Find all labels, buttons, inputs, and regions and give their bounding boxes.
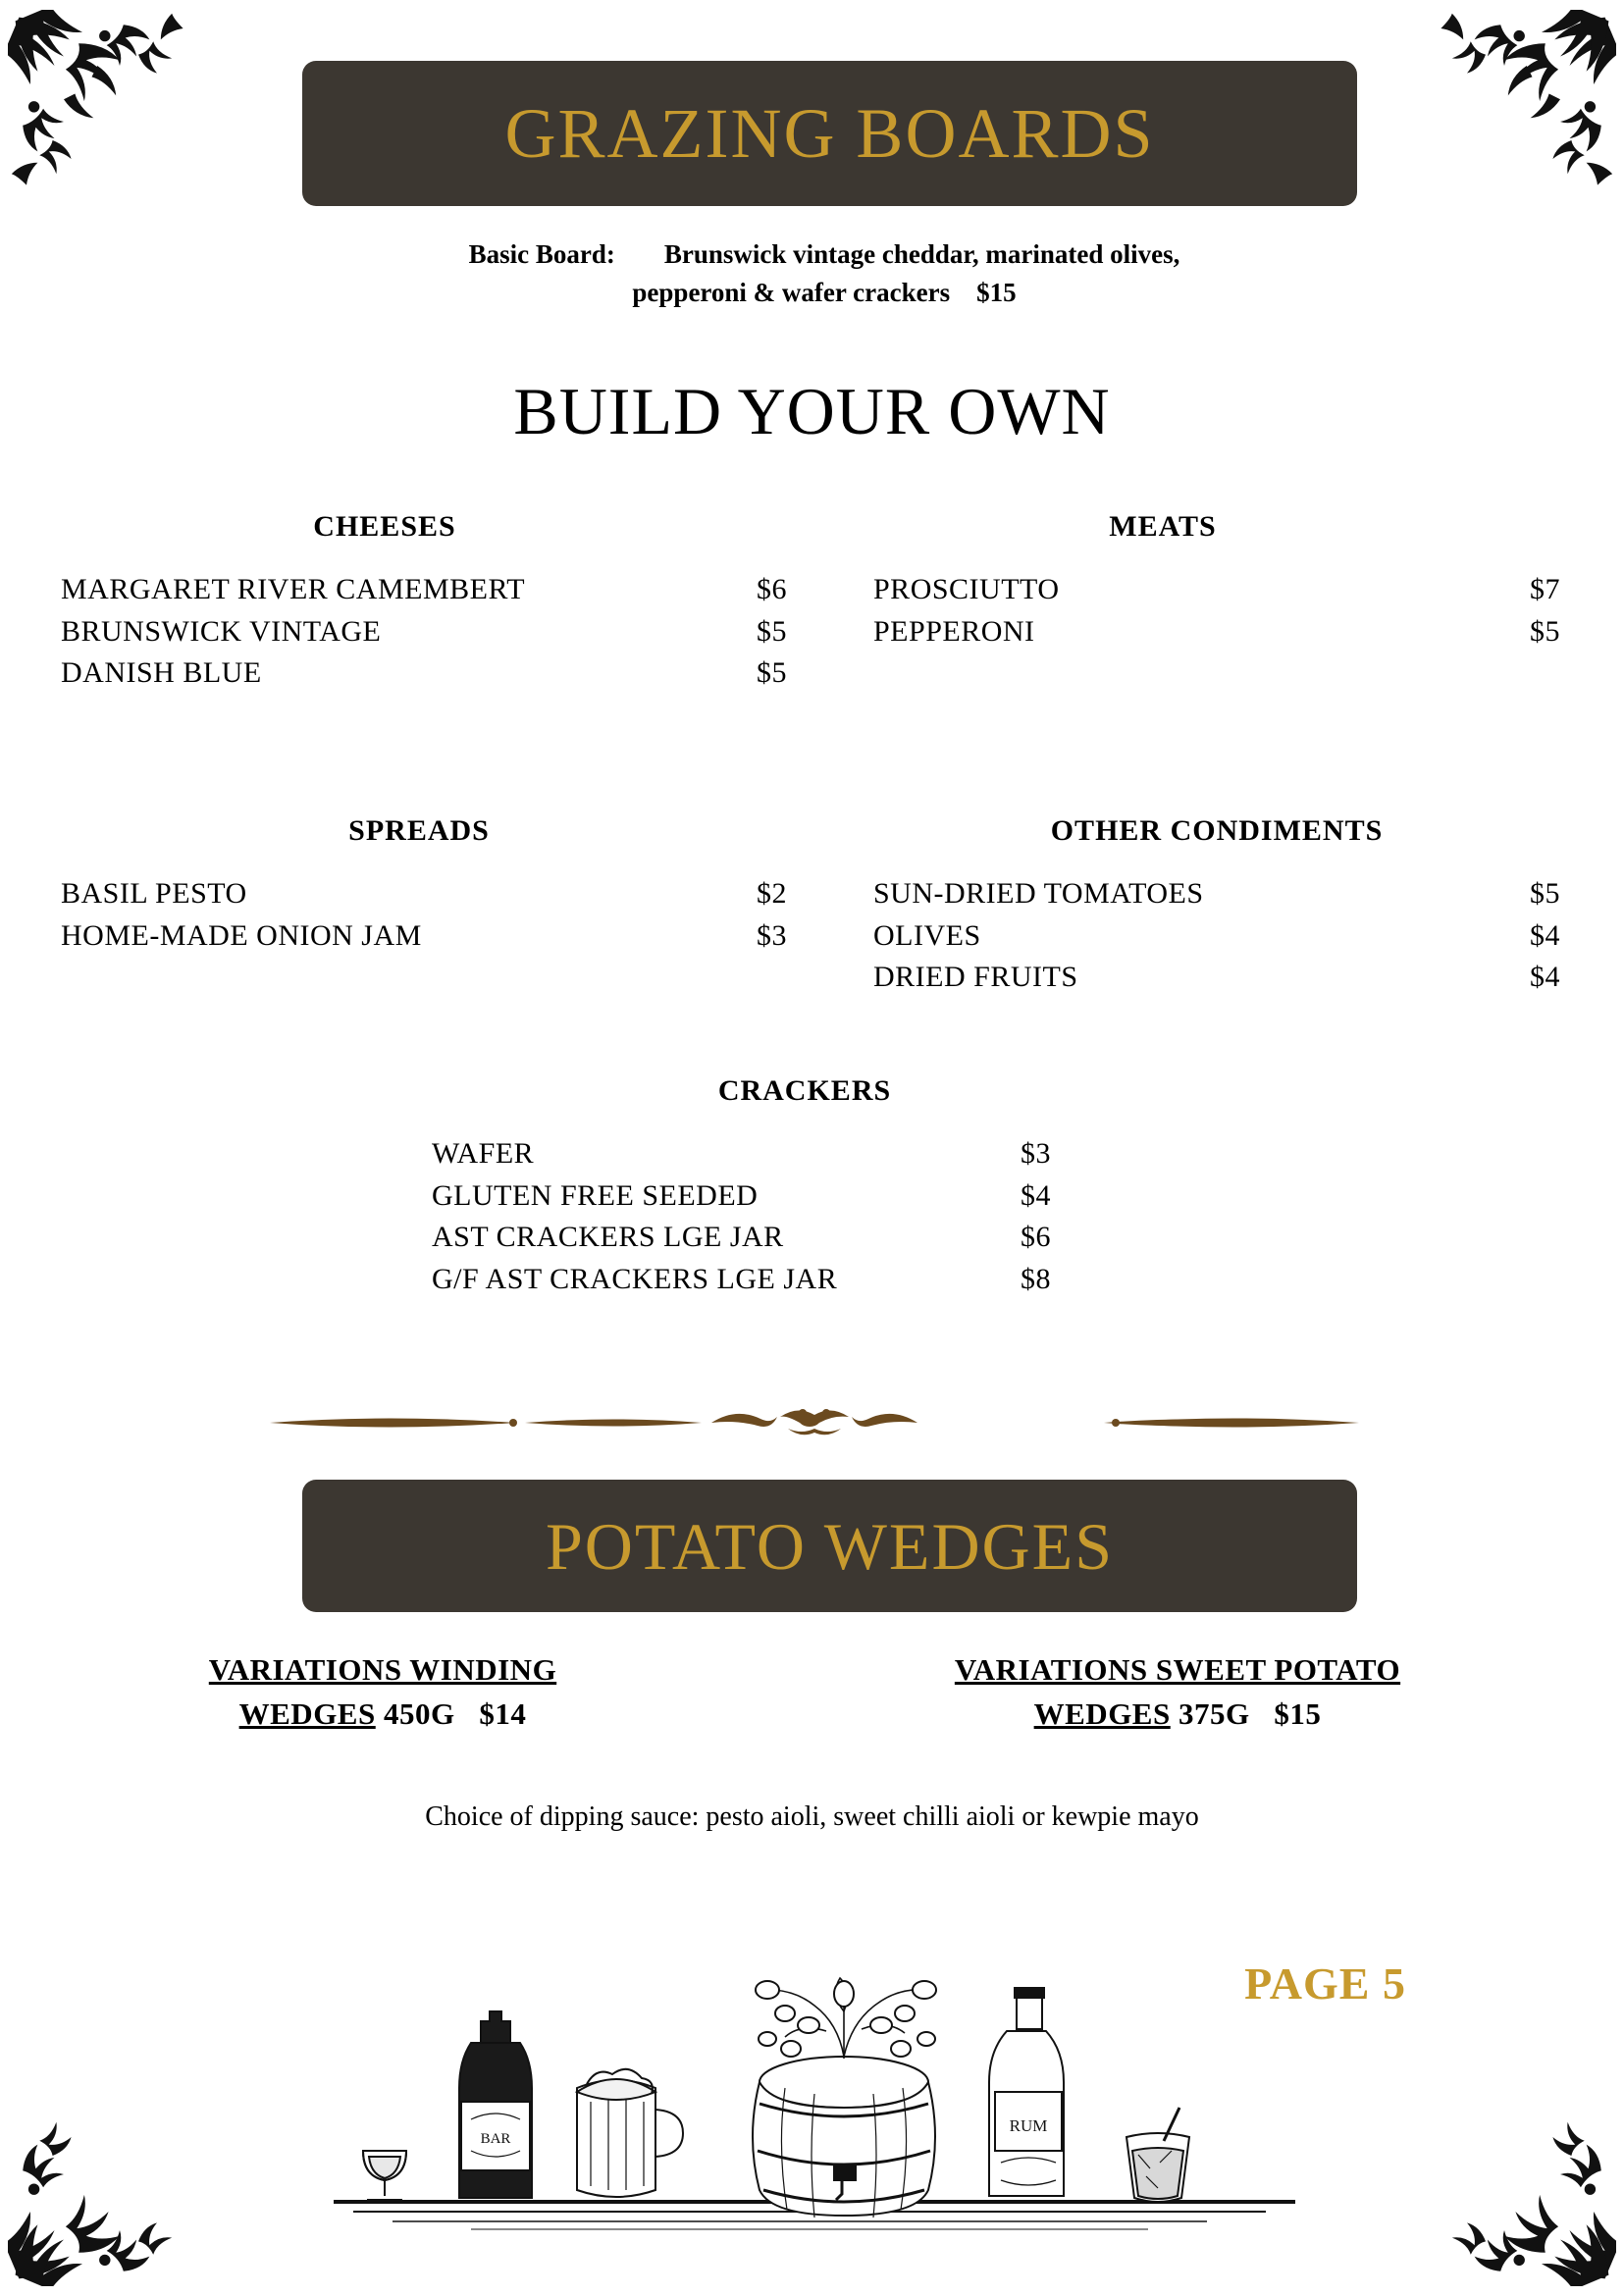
variation-winding-line1: VARIATIONS WINDING	[208, 1652, 557, 1687]
variation-winding-wedges	[108, 1648, 657, 1737]
variation-sweet-weight: 375G	[1178, 1696, 1250, 1731]
list-item	[873, 569, 1560, 611]
menu-group-crackers	[432, 1074, 1178, 1300]
ornamental-divider-icon	[250, 1393, 1379, 1452]
menu-list-meats	[873, 569, 1560, 652]
item-price: $3	[757, 918, 787, 952]
list-item	[873, 915, 1560, 958]
item-name: WAFER	[432, 1137, 535, 1170]
group-title-spreads: SPREADS	[348, 814, 490, 847]
grazing-boards-banner	[302, 61, 1357, 206]
item-price: $5	[757, 614, 787, 648]
item-name: OLIVES	[873, 918, 981, 952]
group-title-other-condiments: OTHER CONDIMENTS	[1050, 814, 1384, 847]
item-price: $5	[757, 656, 787, 690]
corner-flourish-icon	[1430, 10, 1616, 196]
list-item	[61, 873, 787, 915]
basic-board-desc-line1: Brunswick vintage cheddar, marinated olives,	[663, 239, 1180, 269]
menu-list-other-condiments	[873, 873, 1560, 999]
item-price: $6	[757, 573, 787, 605]
menu-group-spreads	[61, 814, 787, 957]
item-name: BRUNSWICK VINTAGE	[61, 614, 382, 648]
item-price: $4	[1530, 961, 1560, 994]
item-price: $8	[1021, 1262, 1051, 1295]
item-price: $2	[757, 877, 787, 910]
group-title-cheeses: CHEESES	[313, 510, 456, 543]
dipping-sauce-note: Choice of dipping sauce: pesto aioli, sweet chilli aioli or kewpie mayo	[425, 1801, 1199, 1832]
corner-flourish-icon	[8, 10, 194, 196]
corner-flourish-icon	[8, 2100, 194, 2286]
variation-winding-price: $14	[479, 1696, 527, 1731]
list-item	[873, 873, 1560, 915]
list-item	[432, 1133, 1178, 1175]
menu-list-cheeses	[61, 569, 787, 695]
basic-board-description	[285, 235, 1364, 312]
item-name: PEPPERONI	[873, 614, 1035, 648]
item-price: $7	[1530, 573, 1560, 605]
corner-flourish-icon	[1430, 2100, 1616, 2286]
menu-group-other-condiments	[873, 814, 1560, 999]
svg-text:RUM: RUM	[1009, 2116, 1048, 2135]
barrel-bottles-illustration-icon	[324, 1856, 1305, 2249]
variation-sweet-price: $15	[1274, 1696, 1322, 1731]
list-item	[873, 957, 1560, 999]
item-price: $4	[1021, 1178, 1051, 1212]
item-name: G/F AST CRACKERS LGE JAR	[432, 1262, 838, 1295]
item-price: $3	[1021, 1137, 1051, 1170]
item-price: $4	[1530, 918, 1560, 952]
item-name: HOME-MADE ONION JAM	[61, 918, 422, 952]
potato-wedges-title: POTATO WEDGES	[545, 1508, 1115, 1584]
list-item	[61, 652, 787, 695]
variation-winding-wedges-label: WEDGES	[238, 1696, 376, 1731]
list-item	[432, 1259, 1178, 1301]
item-name: SUN-DRIED TOMATOES	[873, 877, 1204, 910]
group-title-meats: MEATS	[1109, 510, 1217, 543]
menu-group-meats	[873, 510, 1560, 652]
grazing-boards-title: GRAZING BOARDS	[504, 94, 1155, 173]
item-name: DANISH BLUE	[61, 656, 262, 690]
item-price: $5	[1530, 877, 1560, 910]
item-name: BASIL PESTO	[61, 877, 247, 910]
item-name: GLUTEN FREE SEEDED	[432, 1178, 759, 1212]
basic-board-price: $15	[976, 278, 1017, 308]
variation-sweet-potato-wedges	[844, 1648, 1511, 1737]
item-name: PROSCIUTTO	[873, 573, 1060, 605]
item-name: AST CRACKERS LGE JAR	[432, 1221, 784, 1254]
build-your-own-heading: BUILD YOUR OWN	[513, 374, 1111, 448]
basic-board-desc-line2: pepperoni & wafer crackers	[632, 278, 951, 308]
variation-sweet-wedges-label: WEDGES	[1033, 1696, 1171, 1731]
menu-list-spreads	[61, 873, 787, 957]
svg-text:BAR: BAR	[480, 2131, 511, 2147]
list-item	[61, 915, 787, 958]
variation-winding-weight: 450G	[383, 1696, 455, 1731]
page-number: PAGE 5	[1244, 1958, 1406, 2009]
list-item	[432, 1175, 1178, 1218]
group-title-crackers: CRACKERS	[717, 1074, 892, 1107]
variation-sweet-line1: VARIATIONS SWEET POTATO	[954, 1652, 1401, 1687]
potato-wedges-banner	[302, 1480, 1357, 1612]
item-name: DRIED FRUITS	[873, 961, 1078, 994]
list-item	[61, 569, 787, 611]
basic-board-label: Basic Board:	[468, 239, 615, 269]
list-item	[432, 1217, 1178, 1259]
menu-group-cheeses	[61, 510, 787, 695]
item-name: MARGARET RIVER CAMEMBERT	[61, 573, 526, 605]
item-price: $6	[1021, 1221, 1051, 1254]
menu-list-crackers	[432, 1133, 1178, 1300]
list-item	[873, 611, 1560, 653]
item-price: $5	[1530, 614, 1560, 648]
list-item	[61, 611, 787, 653]
